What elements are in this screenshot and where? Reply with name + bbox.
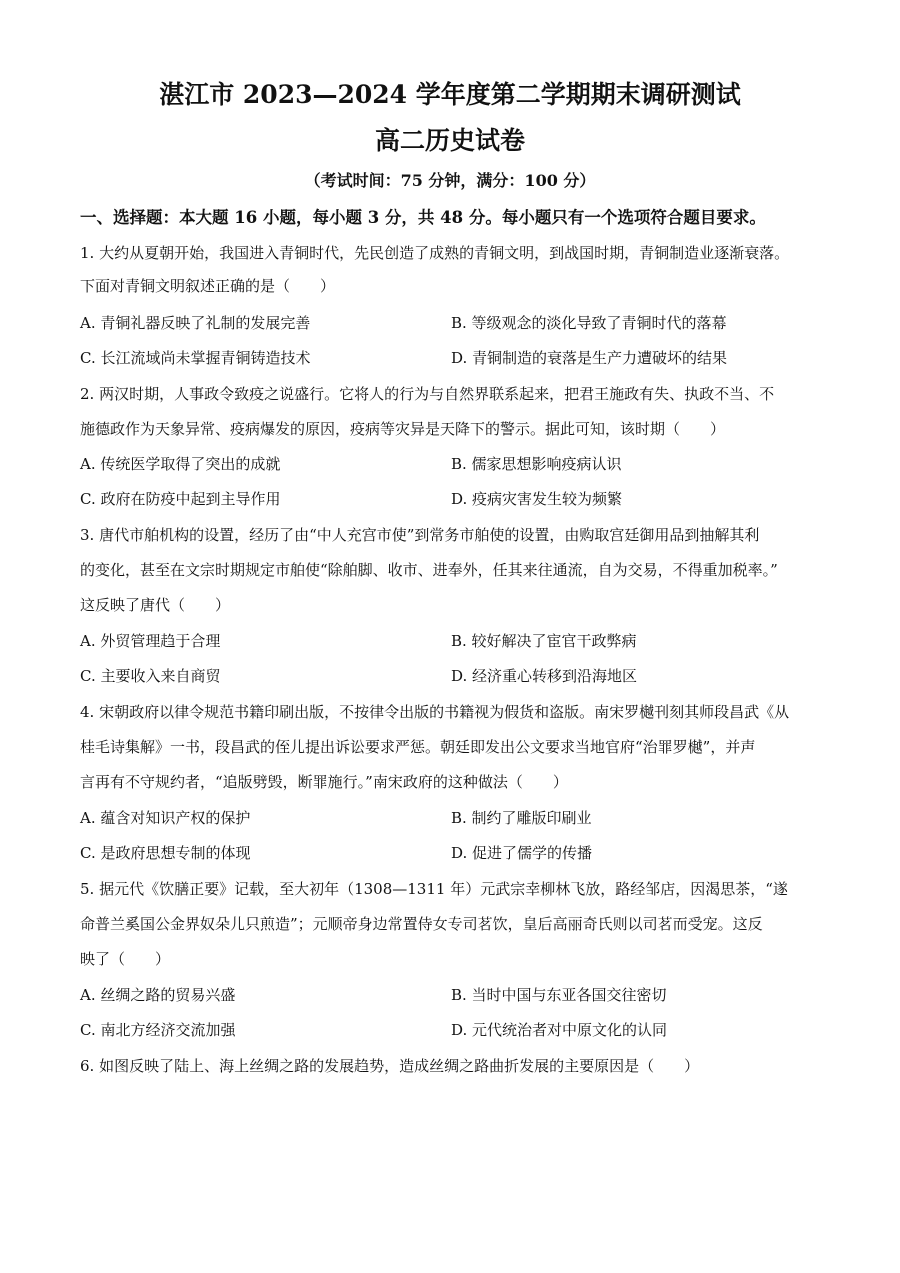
question-text-line: 施德政作为天象异常、疫病爆发的原因，疫病等灾异是天降下的警示。据此可知，该时期（ ） (80, 420, 726, 438)
option-d: D. 青铜制造的衰落是生产力遭破坏的结果 (451, 349, 728, 367)
option-b: B. 儒家思想影响疫病认识 (451, 455, 622, 473)
question-text-line: 桂毛诗集解》一书，段昌武的侄儿提出诉讼要求严惩。朝廷即发出公文要求当地官府“治罪罗樾”，并声 (80, 738, 756, 756)
option-c: C. 是政府思想专制的体现 (80, 844, 251, 862)
question-text-line: 2. 两汉时期，人事政令致疫之说盛行。它将人的行为与自然界联系起来，把君王施政有失、执政不当、不 (80, 385, 775, 403)
option-a: A. 蕴含对知识产权的保护 (80, 809, 251, 827)
section-header: 一、选择题：本大题 16 小题，每小题 3 分，共 48 分。每小题只有一个选项符合题目要求。 (80, 208, 766, 227)
question-text-line: 3. 唐代市舶机构的设置，经历了由“中人充宫市使”到常务市舶使的设置，由购取宫廷御用品到抽解其利 (80, 526, 760, 544)
option-a: A. 传统医学取得了突出的成就 (80, 455, 281, 473)
option-c: C. 长江流域尚未掌握青铜铸造技术 (80, 349, 311, 367)
page-subtitle: 高二历史试卷 (374, 126, 525, 155)
option-c: C. 南北方经济交流加强 (80, 1021, 236, 1039)
option-a: A. 青铜礼器反映了礼制的发展完善 (80, 314, 311, 332)
exam-info: （考试时间：75 分钟，满分：100 分） (304, 171, 596, 190)
option-b: B. 等级观念的淡化导致了青铜时代的落幕 (451, 314, 727, 332)
question-text-line: 4. 宋朝政府以律令规范书籍印刷出版，不按律令出版的书籍视为假货和盗版。南宋罗樾刊刻其师段昌武《从 (80, 703, 790, 721)
option-b: B. 较好解决了宦官干政弊病 (451, 632, 637, 650)
option-b: B. 制约了雕版印刷业 (451, 809, 592, 827)
question-text-line: 命普兰奚国公金界奴朵儿只煎造”；元顺帝身边常置侍女专司茗饮，皇后高丽奇氏则以司茗而受宠。这反 (80, 915, 763, 933)
option-d: D. 经济重心转移到沿海地区 (451, 667, 638, 685)
question-text-line: 5. 据元代《饮膳正要》记载，至大初年（1308—1311 年）元武宗幸柳林飞放，路经邹店，因渴思茶，“遂 (80, 880, 788, 898)
option-c: C. 主要收入来自商贸 (80, 667, 221, 685)
question-text-line: 言再有不守规约者，“追版劈毁，断罪施行。”南宋政府的这种做法（ ） (80, 773, 568, 791)
option-c: C. 政府在防疫中起到主导作用 (80, 490, 281, 508)
option-d: D. 疫病灾害发生较为频繁 (451, 490, 623, 508)
question-text-line: 的变化，甚至在文宗时期规定市舶使“除舶脚、收市、进奉外，任其来往通流，自为交易，不得重加税率。” (80, 561, 778, 579)
option-b: B. 当时中国与东亚各国交往密切 (451, 986, 667, 1004)
option-a: A. 丝绸之路的贸易兴盛 (80, 986, 236, 1004)
page-title: 湛江市 2023—2024 学年度第二学期期末调研测试 (159, 80, 741, 109)
question-text-line: 6. 如图反映了陆上、海上丝绸之路的发展趋势，造成丝绸之路曲折发展的主要原因是（ ） (80, 1057, 700, 1075)
question-text-line: 这反映了唐代（ ） (80, 596, 231, 614)
question-text-line: 1. 大约从夏朝开始，我国进入青铜时代，先民创造了成熟的青铜文明，到战国时期，青铜制造业逐渐衰落。 (80, 244, 790, 262)
option-d: D. 促进了儒学的传播 (451, 844, 593, 862)
question-text-line: 映了（ ） (80, 950, 171, 968)
question-text-line: 下面对青铜文明叙述正确的是（ ） (80, 277, 336, 295)
option-a: A. 外贸管理趋于合理 (80, 632, 221, 650)
option-d: D. 元代统治者对中原文化的认同 (451, 1021, 668, 1039)
